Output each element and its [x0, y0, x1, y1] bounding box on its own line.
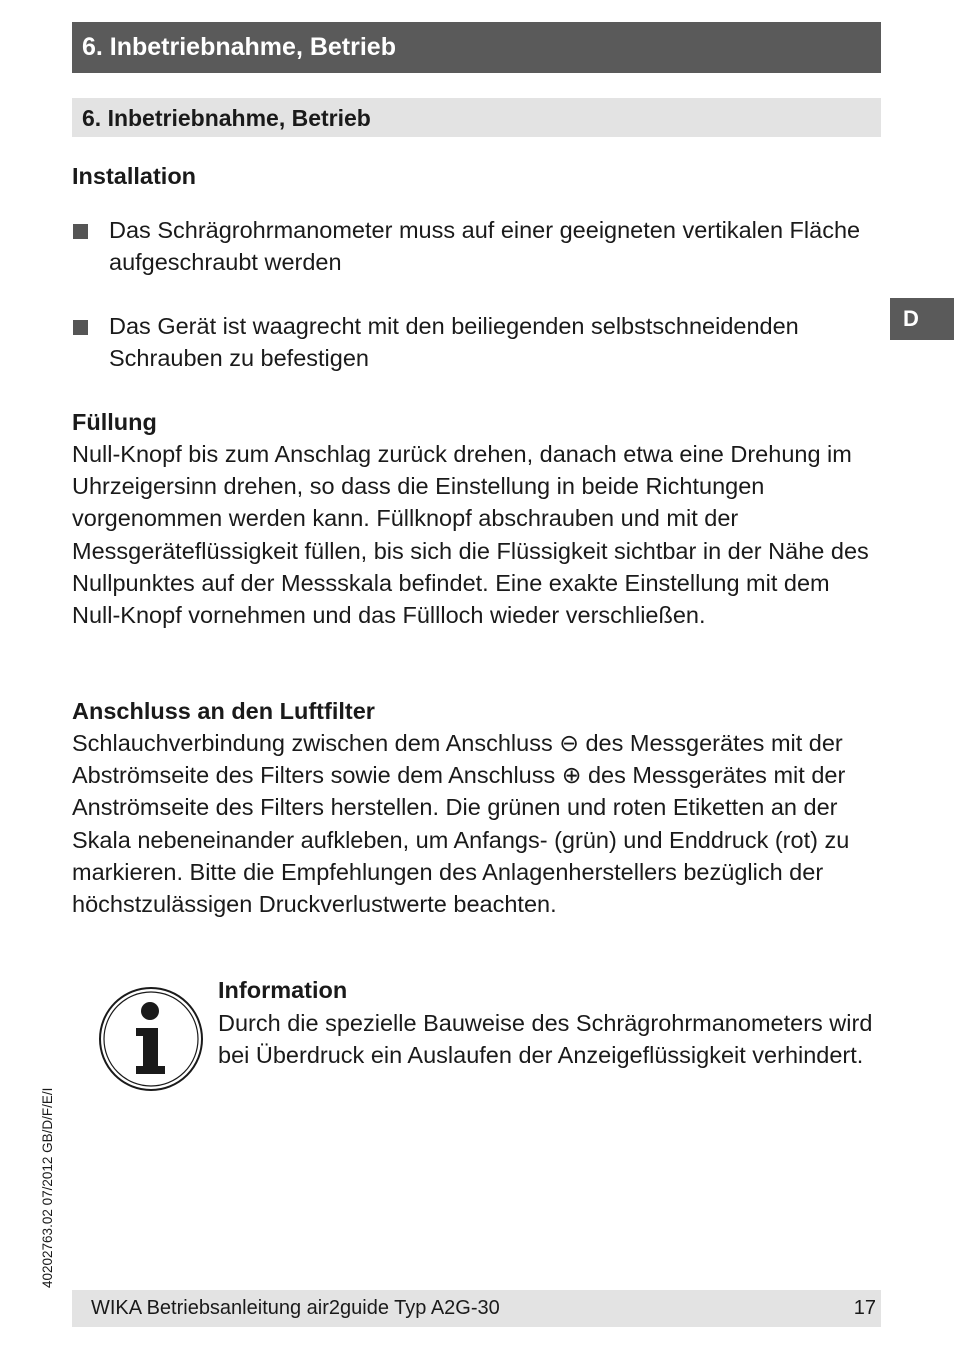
- document-code: 40202763.02 07/2012 GB/D/F/E/I: [40, 1087, 55, 1288]
- fuellung-heading: Füllung: [72, 409, 157, 435]
- anschluss-heading: Anschluss an den Luftfilter: [72, 698, 375, 724]
- fuellung-text: Null-Knopf bis zum Anschlag zurück drehen, danach etwa eine Drehung im Uhrzeigersinn drehen, so dass die Einstellung in beide Richtungen vorgenommen werden kann. Füllknopf abschrauben und mit der Messgeräteflüssigkeit füllen, bis sich die Flüssigkeit sichtbar in der Nähe des Nullpunktes auf der Messskala befindet. Eine exakte Einstellung mit dem Null-Knopf vornehmen und das Füllloch wieder verschließen.: [72, 441, 869, 629]
- footer: [72, 1290, 881, 1327]
- footer-title: WIKA Betriebsanleitung air2guide Typ A2G-30: [91, 1297, 500, 1319]
- installation-heading: Installation: [72, 163, 197, 189]
- section-title: 6. Inbetriebnahme, Betrieb: [72, 98, 881, 137]
- bullet-text: Das Schrägrohrmanometer muss auf einer geeigneten vertikalen Fläche aufgeschraubt werden: [109, 217, 861, 276]
- square-bullet-icon: [73, 224, 88, 239]
- language-tab: D: [890, 298, 954, 340]
- information-text: Durch die spezielle Bauweise des Schrägrohrmanometers wird bei Überdruck ein Auslaufen der Anzeigeflüssigkeit verhindert.: [218, 1010, 873, 1069]
- page-number: 17: [853, 1297, 876, 1319]
- information-heading: Information: [218, 977, 348, 1003]
- bullet-text: Das Gerät ist waagrecht mit den beiliegenden selbstschneidenden Schrauben zu befestigen: [109, 313, 799, 372]
- chapter-header: 6. Inbetriebnahme, Betrieb: [72, 22, 881, 73]
- square-bullet-icon: [73, 320, 88, 335]
- info-icon: [98, 986, 204, 1092]
- anschluss-text: Schlauchverbindung zwischen dem Anschluss ⊖ des Messgerätes mit der Abströmseite des Filters sowie dem Anschluss ⊕ des Messgerätes mit der Anströmseite des Filters herstellen. Die grünen und roten Etiketten an der Skala nebeneinander aufkleben, um Anfangs- (grün) und Enddruck (rot) zu markieren. Bitte die Empfehlungen des Anlagenherstellers bezüglich der höchstzulässigen Druckverlustwerte beachten.: [72, 730, 850, 918]
